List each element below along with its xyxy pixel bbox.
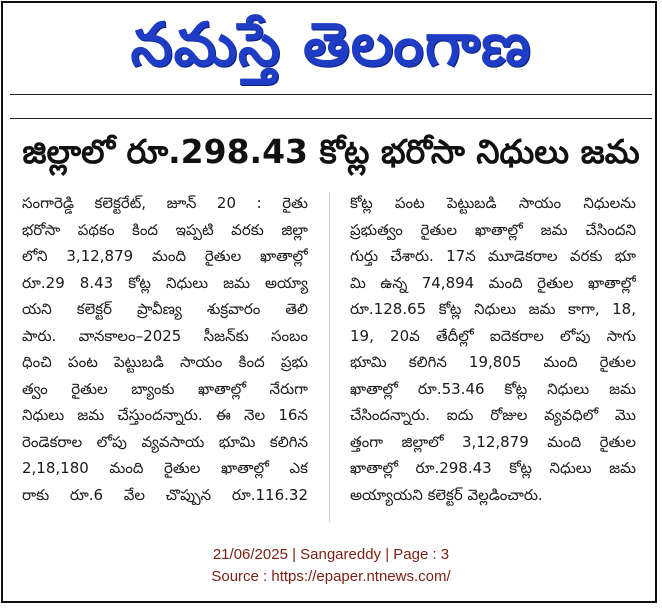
text-line: గుర్తు చేశారు. 17న మూడెకరాల వరకు భూ xyxy=(350,247,636,265)
text-line: చేసిందన్నారు. ఐదు రోజుల వ్యవధిలో మొ xyxy=(350,406,636,424)
text-line: పారు. వానకాలం–2025 సీజన్‌కు సంబం xyxy=(22,326,308,345)
text-line: ఖాతాల్లో రూ.298.43 కోట్ల నిధులు జమ xyxy=(350,459,636,477)
text-line: లోని 3,12,879 మంది రైతుల ఖాతాల్లో xyxy=(22,247,308,265)
text-line: రెండెకరాల లోపు వ్యవసాయ భూమి కలిగిన xyxy=(22,432,308,451)
text-line: రూ.29 8.43 కోట్ల నిధులు జమ అయ్యా xyxy=(22,273,308,292)
text-line: ఖాతాల్లో రూ.53.46 కోట్ల నిధులు జమ xyxy=(350,379,636,398)
text-line: మి ఉన్న 74,894 మంది రైతుల ఖాతాల్లో xyxy=(350,273,636,292)
footer-dateline: 21/06/2025 | Sangareddy | Page : 3 xyxy=(212,546,450,563)
column-divider xyxy=(329,192,330,522)
divider-mid xyxy=(10,118,652,119)
divider-top xyxy=(10,94,652,95)
text-line: త్తంగా జిల్లాలో 3,12,879 మంది రైతుల xyxy=(350,432,636,451)
footer-source: Source : https://epaper.ntnews.com/ xyxy=(211,568,451,585)
article-headline: జిల్లాలో రూ.298.43 కోట్ల భరోసా నిధులు జమ xyxy=(22,131,640,171)
newspaper-logo: నమస్తే తెలంగాణ xyxy=(130,10,532,80)
article-body xyxy=(22,190,636,536)
text-line: రాకు రూ.6 వేల చొప్పున రూ.116.32 xyxy=(22,485,308,504)
text-line: 2,18,180 మంది రైతుల ఖాతాల్లో ఎక xyxy=(22,459,308,477)
text-line: రూ.128.65 కోట్ల నిధులు జమ కాగా, 18, xyxy=(350,300,636,318)
article-column-left xyxy=(22,190,308,508)
text-line: ధించి పంట పెట్టుబడి సాయం కింద ప్రభు xyxy=(22,353,308,371)
text-line: అయ్యాయని కలెక్టర్ వెల్లడించారు. xyxy=(350,485,543,504)
text-line: సంగారెడ్డి కలెక్టరేట్, జూన్ 20 : రైతు xyxy=(22,194,308,212)
text-line: ప్రభుత్వం రైతుల ఖాతాల్లో జమ చేసిందని xyxy=(350,220,636,239)
footer xyxy=(0,544,662,588)
text-line: భరోసా పథకం కింద ఇప్పటి వరకు జిల్లా xyxy=(22,220,308,239)
text-line: 19, 20వ తేదీల్లో ఐదెకరాల లోపు సాగు xyxy=(350,326,636,345)
text-line: కోట్ల పంట పెట్టుబడి సాయం నిధులను xyxy=(350,194,636,212)
text-line: నిధులు జమ చేస్తుందన్నారు. ఈ నెల 16న xyxy=(22,406,308,424)
article-column-right xyxy=(350,190,636,508)
text-line: భూమి కలిగిన 19,805 మంది రైతుల xyxy=(350,353,636,371)
text-line: యని కలెక్టర్ ప్రావీణ్య శుక్రవారం తెలి xyxy=(22,300,308,318)
text-line: త్వం రైతుల బ్యాంకు ఖాతాల్లో నేరుగా xyxy=(22,379,308,398)
masthead xyxy=(0,4,662,86)
